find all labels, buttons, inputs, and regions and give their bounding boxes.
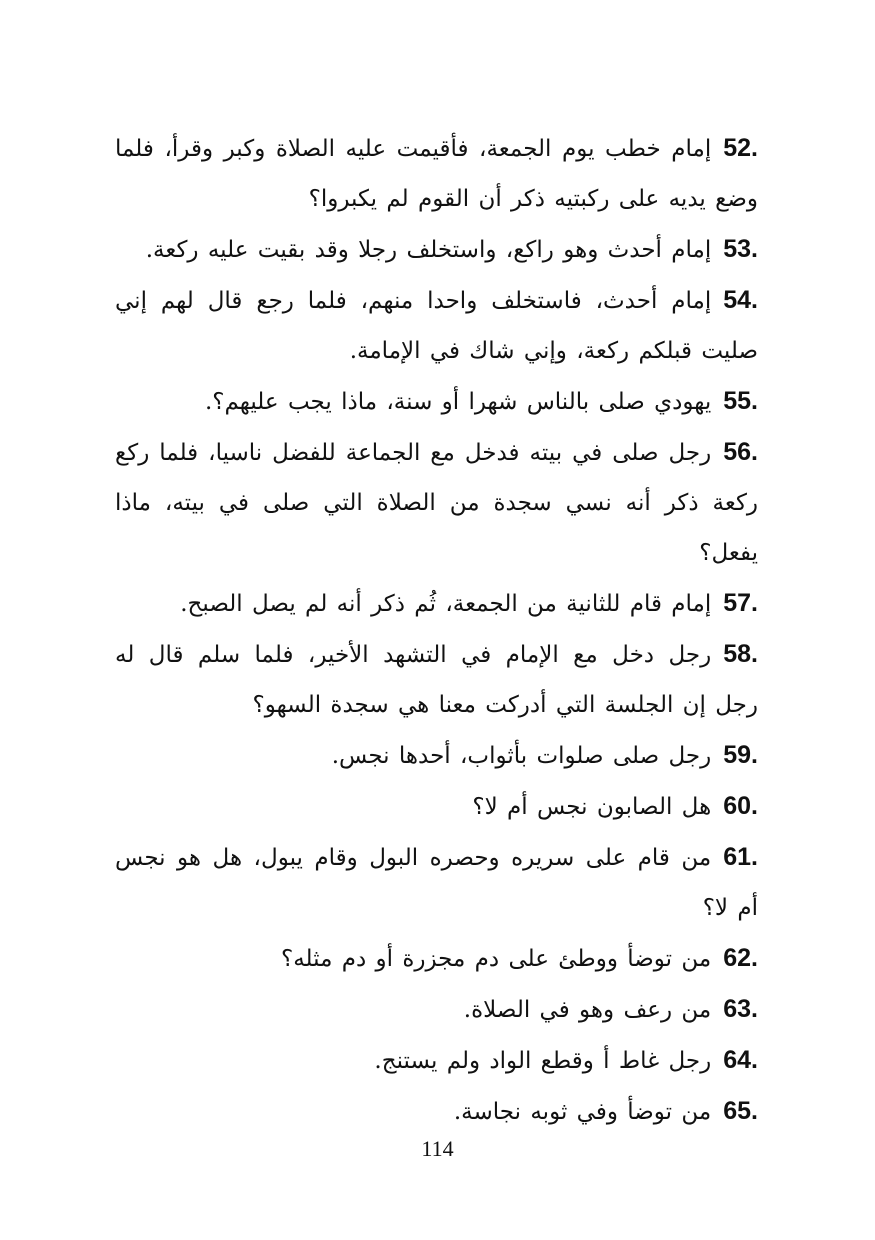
- question-item: [115, 1086, 758, 1137]
- question-number: 52.: [723, 134, 759, 162]
- question-text: إمام قام للثانية من الجمعة، ثُم ذكر أنه لم يصل الصبح.: [180, 591, 712, 617]
- question-text: من رعف وهو في الصلاة.: [463, 997, 712, 1023]
- question-text: إمام أحدث وهو راكع، واستخلف رجلا وقد بقيت عليه ركعة.: [145, 237, 712, 263]
- question-item: [115, 984, 758, 1035]
- question-item: [115, 832, 758, 933]
- question-number: 62.: [723, 944, 758, 972]
- question-item: [115, 730, 758, 781]
- question-text: من قام على سريره وحصره البول وقام يبول، هل هو نجس أم لا؟: [115, 845, 758, 921]
- question-number: 61.: [723, 843, 758, 871]
- question-text: من توضأ ووطئ على دم مجزرة أو دم مثله؟: [281, 946, 712, 972]
- question-item: [115, 781, 758, 832]
- question-number: 53.: [723, 235, 758, 263]
- question-text: إمام خطب يوم الجمعة، فأقيمت عليه الصلاة وكبر وقرأ، فلما وضع يديه على ركبتيه ذكر أن القوم لم يكبروا؟: [115, 136, 758, 212]
- questions-list: [115, 123, 758, 1137]
- question-item: [115, 933, 758, 984]
- question-text: إمام أحدث، فاستخلف واحدا منهم، فلما رجع قال لهم إني صليت قبلكم ركعة، وإني شاك في الإمامة.: [115, 288, 758, 364]
- question-text: رجل دخل مع الإمام في التشهد الأخير، فلما سلم قال له رجل إن الجلسة التي أدركت معنا هي سجدة السهو؟: [115, 642, 758, 718]
- question-number: 58.: [723, 640, 758, 668]
- question-item: [115, 275, 758, 376]
- question-number: 56.: [723, 438, 758, 466]
- question-number: 64.: [723, 1046, 758, 1074]
- question-item: [115, 224, 758, 275]
- question-number: 59.: [723, 741, 758, 769]
- question-text: يهودي صلى بالناس شهرا أو سنة، ماذا يجب عليهم؟.: [204, 389, 712, 415]
- question-text: من توضأ وفي ثوبه نجاسة.: [453, 1099, 712, 1125]
- question-item: [115, 578, 758, 629]
- question-number: 65.: [723, 1097, 758, 1125]
- question-item: [115, 123, 758, 224]
- question-item: [115, 427, 758, 578]
- question-text: رجل صلى صلوات بأثواب، أحدها نجس.: [331, 743, 712, 769]
- question-text: رجل صلى في بيته فدخل مع الجماعة للفضل ناسيا، فلما ركع ركعة ذكر أنه نسي سجدة من الصلاة التي صلى في بيته، ماذا يفعل؟: [115, 440, 758, 566]
- question-number: 57.: [723, 589, 758, 617]
- question-number: 55.: [723, 387, 758, 415]
- question-item: [115, 629, 758, 730]
- question-item: [115, 376, 758, 427]
- question-item: [115, 1035, 758, 1086]
- question-number: 54.: [723, 286, 758, 314]
- question-text: هل الصابون نجس أم لا؟: [472, 794, 712, 820]
- question-number: 63.: [723, 995, 758, 1023]
- question-number: 60.: [723, 792, 758, 820]
- question-text: رجل غاط أ وقطع الواد ولم يستنج.: [374, 1048, 712, 1074]
- page-number: 114: [421, 1136, 454, 1161]
